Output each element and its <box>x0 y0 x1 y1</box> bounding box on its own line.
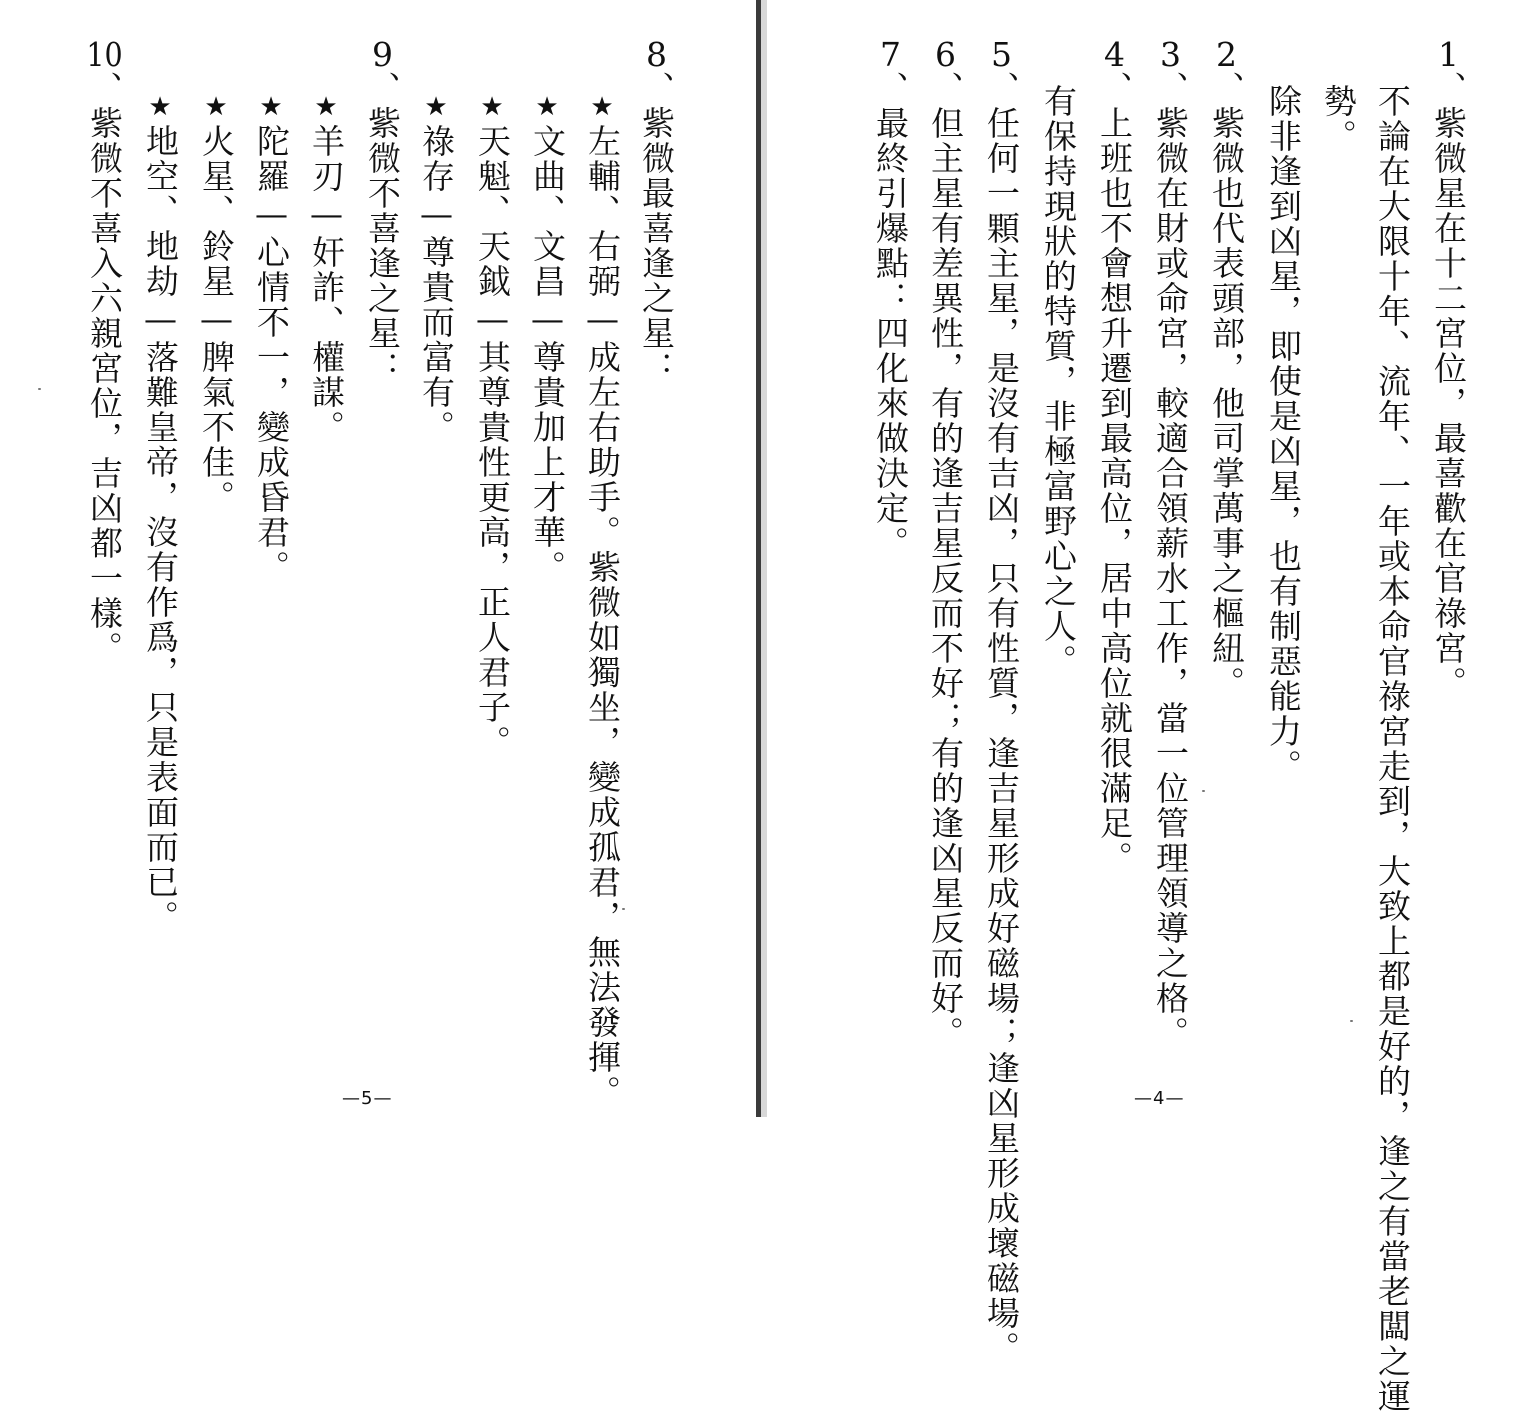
left-column-2 <box>582 92 622 1110</box>
star-bullet-icon: ★ <box>587 92 617 124</box>
star-bullet-icon: ★ <box>201 92 231 124</box>
scan-speck <box>1202 790 1205 792</box>
item-number: 3 <box>1160 38 1181 71</box>
item-number: 1 <box>1438 38 1459 71</box>
column-text: 、但主星有差異性，有的逢吉星反而不好；有的逢凶星反而好。 <box>926 71 965 1051</box>
scan-speck <box>622 908 625 910</box>
star-bullet-icon: ★ <box>311 92 341 124</box>
column-text: 、紫微也代表頭部，他司掌萬事之樞紐。 <box>1207 71 1246 701</box>
star-bullet-icon: ★ <box>477 92 507 124</box>
right-column-4 <box>1263 84 1303 784</box>
scan-speck <box>1350 1020 1353 1022</box>
item-number: 8 <box>646 38 667 71</box>
column-text: 天魁、天鉞—其尊貴性更高，正人君子。 <box>473 124 512 760</box>
right-column-1 <box>1428 38 1468 701</box>
item-number: 7 <box>880 38 901 71</box>
left-column-7 <box>306 92 346 445</box>
left-column-10 <box>140 92 180 935</box>
column-text: 、紫微星在十二宮位，最喜歡在官祿宮。 <box>1429 71 1468 701</box>
column-text: 、最終引爆點：四化來做決定。 <box>871 71 910 561</box>
left-column-1 <box>636 38 676 386</box>
right-column-3 <box>1318 84 1358 154</box>
column-text: 、紫微最喜逢之星： <box>637 71 676 386</box>
column-text: 勢。 <box>1319 84 1358 154</box>
star-bullet-icon: ★ <box>145 92 175 124</box>
column-text: 、任何一顆主星，是沒有吉凶，只有性質，逢吉星形成好磁場；逢凶星形成壞磁場。 <box>982 71 1021 1366</box>
scan-speck <box>38 388 41 390</box>
right-column-9 <box>981 38 1021 1366</box>
right-column-6 <box>1150 38 1190 1051</box>
column-text: 左輔、右弼—成左右助手。紫微如獨坐，變成孤君，無法發揮。 <box>583 124 622 1110</box>
column-text: 、紫微在財或命宮，較適合領薪水工作，當一位管理領導之格。 <box>1151 71 1190 1051</box>
column-text: 祿存—尊貴而富有。 <box>417 124 456 445</box>
item-number: 4 <box>1104 38 1125 71</box>
column-text: 羊刃—奸詐、權謀。 <box>307 124 346 445</box>
right-column-10 <box>925 38 965 1051</box>
column-text: 、紫微不喜逢之星： <box>363 71 402 386</box>
star-bullet-icon: ★ <box>532 92 562 124</box>
column-text: 陀羅—心情不一，變成昏君。 <box>252 124 291 585</box>
left-column-4 <box>472 92 512 760</box>
gutter-shadow <box>761 0 767 1117</box>
column-text: 不論在大限十年、流年、一年或本命官祿宮走到，大致上都是好的，逢之有當老闆之運 <box>1373 84 1412 1414</box>
left-column-8 <box>251 92 291 585</box>
star-bullet-icon: ★ <box>256 92 286 124</box>
right-column-11 <box>870 38 910 561</box>
left-column-5 <box>416 92 456 445</box>
column-text: 地空、地劫—落難皇帝，沒有作爲，只是表面而已。 <box>141 124 180 935</box>
item-number: 6 <box>935 38 956 71</box>
item-number: 10 <box>86 38 123 71</box>
star-bullet-icon: ★ <box>421 92 451 124</box>
column-text: 、上班也不會想升遷到最高位，居中高位就很滿足。 <box>1095 71 1134 876</box>
column-text: 、紫微不喜入六親宮位，吉凶都一樣。 <box>85 71 124 666</box>
page-number: —5— <box>342 1088 393 1109</box>
item-number: 2 <box>1216 38 1237 71</box>
item-number: 9 <box>372 38 393 71</box>
left-column-6 <box>362 38 402 386</box>
column-text: 除非逢到凶星，即使是凶星，也有制惡能力。 <box>1264 84 1303 784</box>
column-text: 文曲、文昌—尊貴加上才華。 <box>528 124 567 585</box>
right-column-8 <box>1038 84 1078 679</box>
right-column-7 <box>1094 38 1134 876</box>
item-number: 5 <box>991 38 1012 71</box>
column-text: 有保持現狀的特質，非極富野心之人。 <box>1039 84 1078 679</box>
right-column-2 <box>1372 84 1412 1414</box>
column-text: 火星、鈴星—脾氣不佳。 <box>197 124 236 515</box>
right-column-5 <box>1206 38 1246 701</box>
page-number: —4— <box>1134 1088 1185 1109</box>
left-column-3 <box>527 92 567 585</box>
left-column-9 <box>196 92 236 515</box>
left-column-11 <box>84 38 124 666</box>
